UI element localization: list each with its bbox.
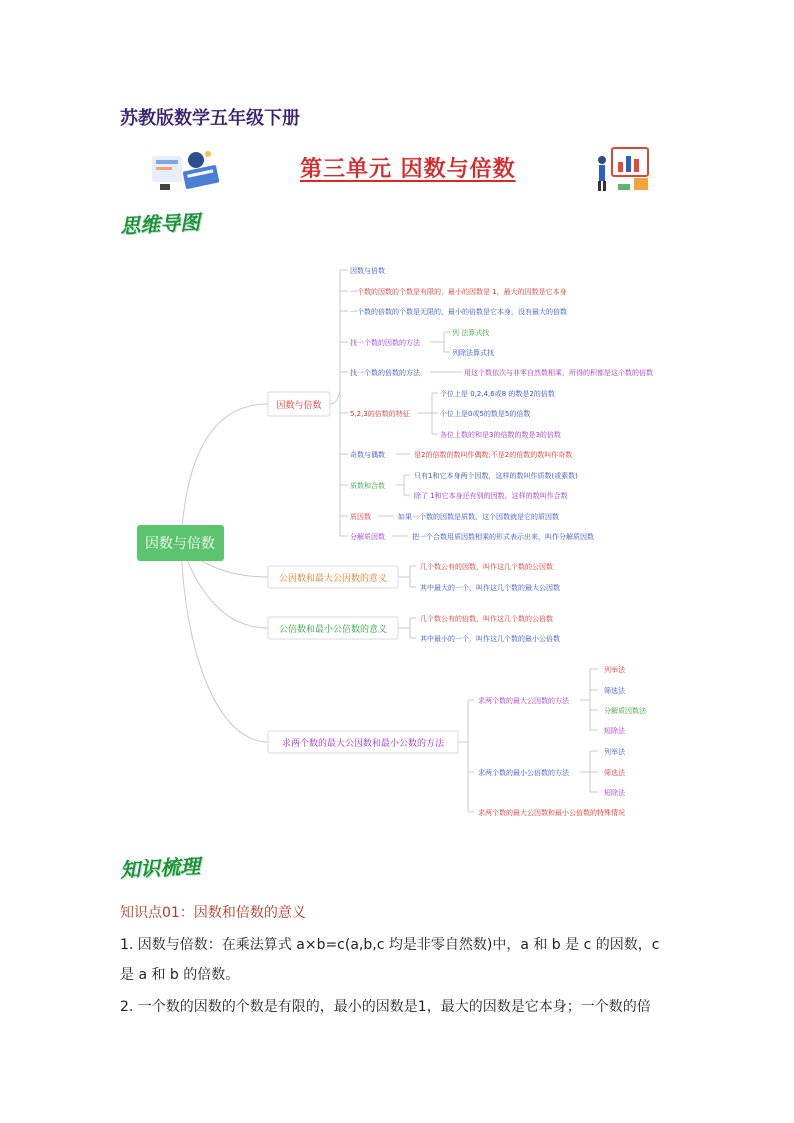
- node-factorize: 分解质因数: [350, 533, 385, 541]
- node-lcm-shortdiv: 短除法: [604, 789, 625, 797]
- node-lcm-list: 列举法: [604, 748, 625, 756]
- node-feature-2: 个位上是 0,2,4,6或8 的数是2的倍数: [440, 390, 555, 398]
- node-factorize-desc: 把一个合数用质因数相乘的形式表示出来，叫作分解质因数: [412, 533, 594, 541]
- node-comp-desc: 除了 1和它本身还有别的因数，这样的数叫作合数: [414, 492, 568, 500]
- paragraph-1-line-2: 是 a 和 b 的倍数。: [120, 967, 240, 983]
- unit-title: 第三单元 因数与倍数: [300, 157, 516, 182]
- node-lcm-method: 求两个数的最小公倍数的方法: [478, 769, 569, 777]
- node-multiple-count: 一个数的倍数的个数是无限的，最小的倍数是它本身，没有最大的倍数: [350, 308, 567, 316]
- paragraph-1-line-1: 1. 因数与倍数：在乘法算式 a×b=c(a,b,c 均是非零自然数)中，a 和 b 是 c 的因数，c: [120, 937, 660, 953]
- node-factor-count: 一个数的因数的个数是有限的，最小的因数是 1，最大的因数是它本身: [350, 288, 567, 296]
- knowledge-point-title: 知识点01：因数和倍数的意义: [120, 905, 306, 921]
- node-prime-comp: 质数和合数: [350, 482, 385, 490]
- node-gcd-sieve: 筛选法: [604, 687, 625, 695]
- node-prime-factor: 质因数: [350, 513, 371, 521]
- node-yinshu-beishu: 因数与倍数: [350, 267, 385, 275]
- branch-lcm-meaning-label: 公倍数和最小公倍数的意义: [278, 625, 388, 635]
- document-subtitle: 苏教版数学五年级下册: [120, 108, 300, 129]
- node-gcd-b: 其中最大的一个，叫作这几个数的最大公因数: [420, 584, 560, 592]
- paragraph-2-line-1: 2. 一个数的因数的个数是有限的，最小的因数是1，最大的因数是它本身；一个数的倍: [120, 999, 651, 1015]
- node-lcm-sieve: 筛选法: [604, 769, 625, 777]
- node-find-factor-mul: 列 法算式找: [452, 329, 490, 337]
- node-feature-3: 各位上数的和是3的倍数的数是3的倍数: [440, 431, 561, 439]
- node-gcd-factorize: 分解质因数法: [604, 707, 646, 715]
- root-label: 因数与倍数: [145, 536, 215, 552]
- node-gcd-method: 求两个数的最大公因数的方法: [478, 697, 569, 705]
- node-odd-even: 奇数与偶数: [350, 451, 385, 459]
- knowledge-heading: 知识梳理: [119, 853, 201, 883]
- node-find-factor-div: 列除法算式找: [452, 349, 494, 357]
- node-feature: 5,2,3的倍数的特征: [350, 410, 410, 418]
- branch-factor-multiple-label: 因数与倍数: [276, 401, 322, 411]
- node-odd-even-desc: 是2的倍数的数叫作偶数;不是2的倍数的数叫作奇数: [414, 451, 573, 459]
- node-lcm-b: 其中最小的一个，叫作这几个数的最小公倍数: [420, 635, 560, 643]
- node-prime-desc: 只有1和它本身两个因数，这样的数叫作质数(或素数): [414, 472, 578, 480]
- node-find-multiple: 找一个数的倍数的方法: [350, 369, 420, 377]
- node-gcd-shortdiv: 短除法: [604, 727, 625, 735]
- branch-methods-label: 求两个数的最大公因数和最小公数的方法: [281, 739, 445, 749]
- node-gcd-a: 几个数公有的因数，叫作这几个数的公因数: [420, 563, 553, 571]
- node-find-factor: 找一个数的因数的方法: [350, 339, 420, 347]
- mindmap-heading: 思维导图: [119, 209, 201, 239]
- node-special: 求两个数的最大公因数和最小公倍数的特殊情况: [478, 809, 625, 817]
- node-feature-5: 个位上是0或5的数是5的倍数: [440, 410, 531, 418]
- node-gcd-list: 列举法: [604, 666, 625, 674]
- node-prime-factor-desc: 如果一个数的因数是质数，这个因数就是它的质因数: [398, 513, 559, 521]
- node-find-multiple-desc: 用这个数依次与非零自然数相乘，所得的积都是这个数的倍数: [464, 369, 653, 377]
- branch-gcd-meaning-label: 公因数和最大公因数的意义: [278, 574, 388, 584]
- node-lcm-a: 几个数公有的倍数，叫作这几个数的公倍数: [420, 615, 553, 623]
